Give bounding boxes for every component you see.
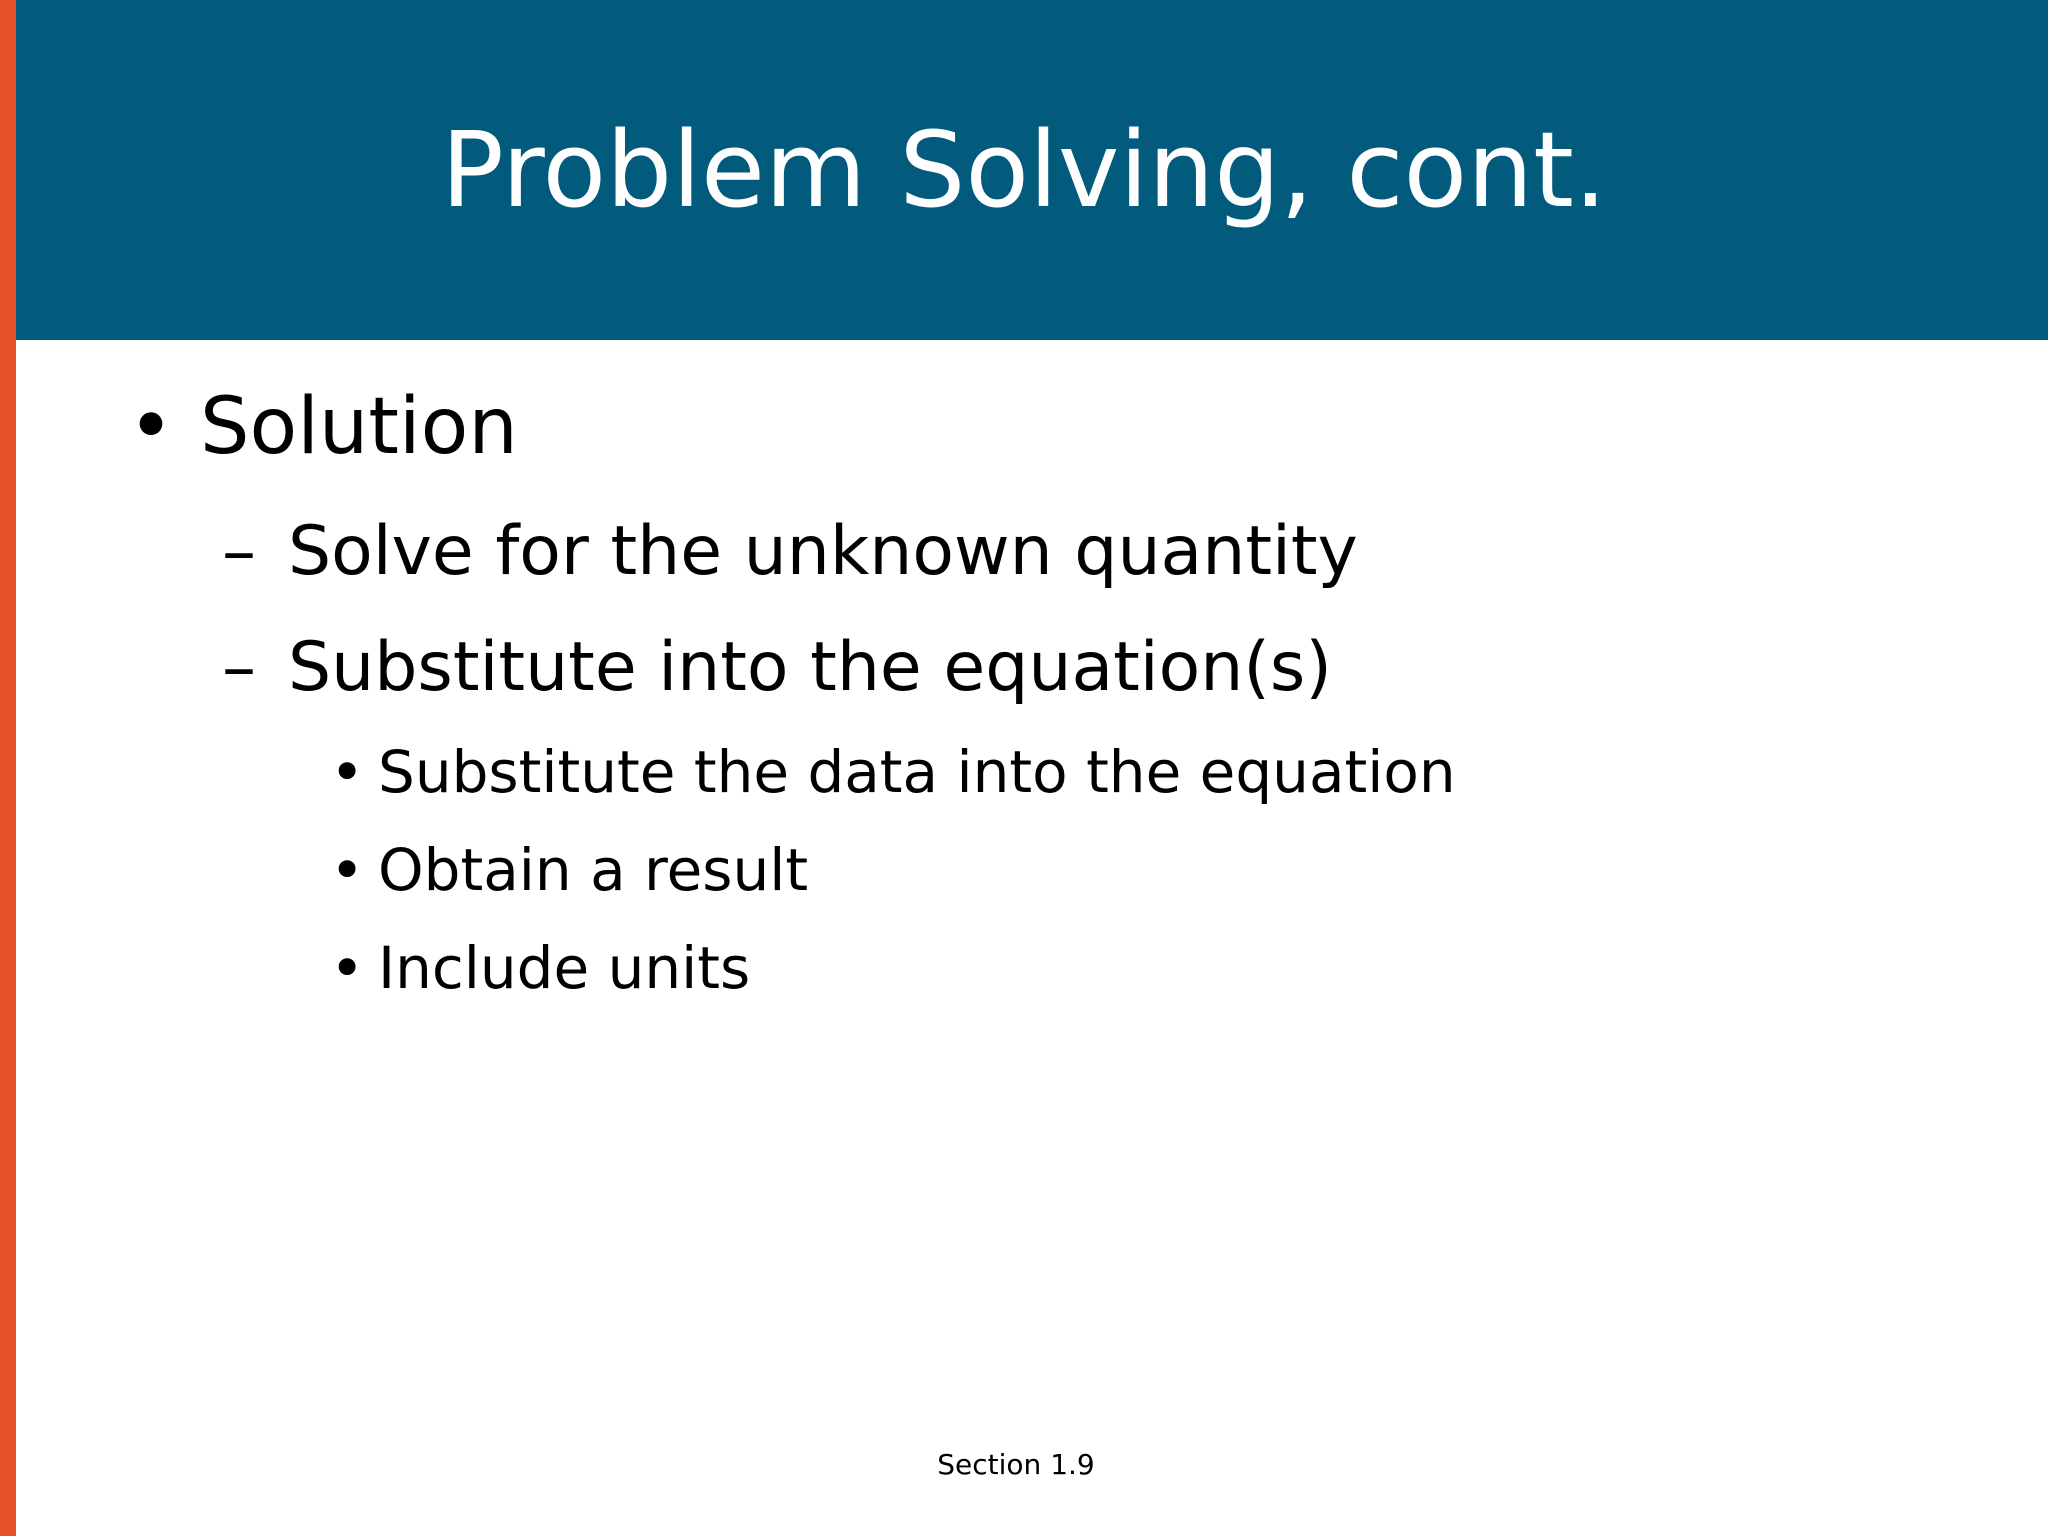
slide-footer: Section 1.9 bbox=[937, 1448, 1095, 1481]
bullet-marker: • bbox=[330, 738, 365, 806]
dash-marker: – bbox=[222, 512, 256, 591]
bullet-marker: • bbox=[330, 836, 365, 904]
bullet-marker: • bbox=[330, 934, 365, 1002]
dash-marker: – bbox=[222, 628, 256, 707]
bullet-text: Substitute the data into the equation bbox=[378, 738, 1456, 806]
bullet-text: Substitute into the equation(s) bbox=[288, 628, 1332, 707]
bullet-text: Include units bbox=[378, 934, 751, 1002]
bullet-marker: • bbox=[128, 382, 175, 472]
bullet-text: Solve for the unknown quantity bbox=[288, 512, 1358, 591]
bullet-text: Obtain a result bbox=[378, 836, 809, 904]
bullet-text: Solution bbox=[200, 382, 518, 472]
slide-title: Problem Solving, cont. bbox=[441, 109, 1607, 231]
